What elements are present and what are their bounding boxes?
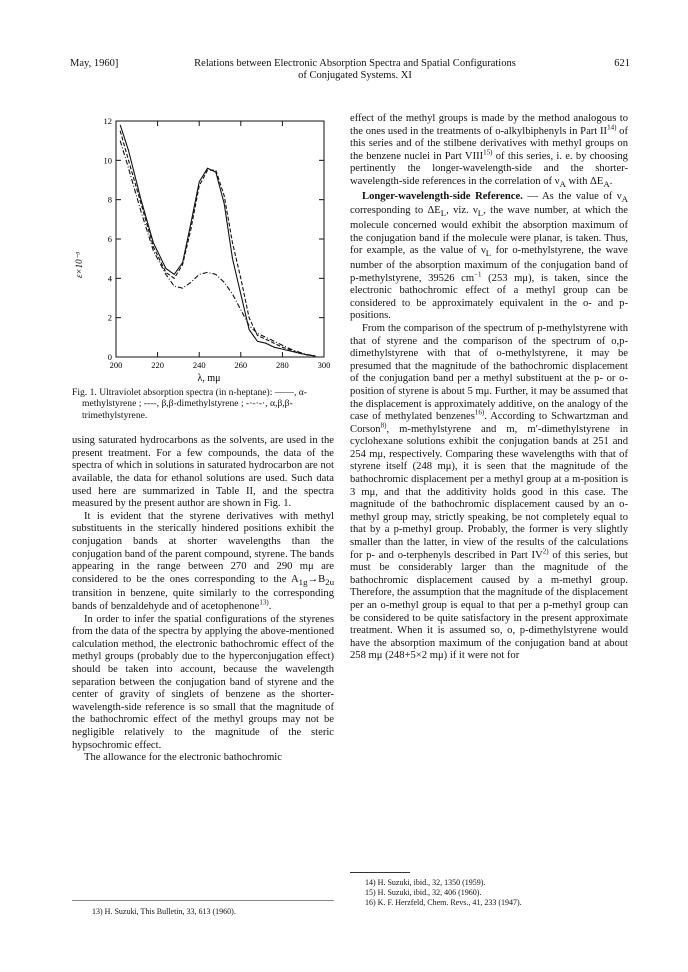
- citation: 2): [542, 547, 549, 556]
- citation: 15): [483, 148, 493, 157]
- paragraph: using saturated hydrocarbons as the solvents, are used in the present treatment. For a few compounds, the data of the spectra of which in solutions in saturated hydrocarbon are not available, the data for ethanol solutions are used. Such data used here are summarized in Table II, and the spectra measured by the present author are shown in Fig. 1.: [72, 435, 334, 510]
- citation: 14): [607, 123, 617, 132]
- section-heading: Longer-wavelength-side Reference.: [362, 190, 523, 202]
- figure-caption: Fig. 1. Ultraviolet absorption spectra (in n-heptane): ——, α-methylstyrene ; ----, β,β-dimethylstyrene ; -·-·-·, α,β,β-trimethylstyrene.: [72, 387, 307, 421]
- running-title: Relations between Electronic Absorption Spectra and Spatial Configurations of Conjugated Systems. XI: [194, 58, 516, 81]
- paragraph: It is evident that the styrene derivatives with methyl substituents in the sterically hindered positions exhibit the conjugation bands at shorter wavelengths than the conjugation band of the parent compound, styrene. The bands appearing in the range between 270 and 290 mμ are considered to be the ones corresponding to the $A_{1g}\to B_{2u}$ transition in benzene, quite similarly to the corresponding bands of benzaldehyde and of acetophenone$^{13)}$.: [72, 510, 334, 613]
- paragraph: From the comparison of the spectrum of p-methylstyrene with that of styrene and the comparison of the spectrum of o,p-dimethylstyrene with that of o-methylstyrene, it may be presumed that the magnitude of the bathochromic displacement of the conjugation band per a methyl substituent at the p- or o-position of styrene is about 5 mμ. Further, it may be assumed that the displacement is approximately additive, on the analogy of the case of methylated benzenes$^{16)}$. According to Schwartzman and Corson$^{8)}$, m-methylstyrene and m, m′-dimethylstyrene in cyclohexane solutions exhibit the conjugation bands at 251 and 254 mμ, respectively. Comparing these wavelengths with that of styrene itself (248 mμ), it is seen that the magnitude of the bathochromic displacement per a methyl group at a m-position is 3 mμ, and that the additivity holds good in this case. The magnitude of the bathochromic displacement caused by an o-methyl group may, strictly speaking, be not completely equal to that by a p-methyl group. Probably, the former is very slightly smaller than the latter, in view of the results of the calculations for p- and o-terphenyls described in Part IV$^{2)}$ of this series, but must be considerably larger than the magnitude of the bathochromic displacement caused by a m-methyl group. Therefore, the assumption that the magnitude of the displacement per an o-methyl group is equal to that per a p-methyl group can be considered to be quite satisfactory in the present approximate treatment. When it is assumed so, o, p-dimethylstyrene would have the absorption maximum of the conjugation band at about 258 mμ (248+5×2 mμ) if it were not for: [350, 322, 629, 662]
- paragraph: effect of the methyl groups is made by the method analogous to the ones used in the treatments of o-alkylbiphenyls in Part II$^{14)}$ of this series and of the stilbene derivatives with methyl groups on the benzene nuclei in Part VIII$^{15)}$ of this series, i. e. by choosing pertinently the longer-wavelength-side and the shorter-wavelength-side references in the correlation of $\nu_A$ with $\Delta E_A$.: [350, 113, 628, 190]
- y-tick-label: 6: [107, 234, 112, 244]
- figure-1: [72, 115, 334, 385]
- footnotes-left: [92, 907, 332, 916]
- y-axis-label: ε×10⁻³: [74, 251, 84, 279]
- y-tick-label: 12: [103, 116, 112, 126]
- left-column: [72, 115, 334, 765]
- uv-spectra-chart: [72, 115, 334, 385]
- x-tick-label: 280: [276, 360, 289, 370]
- footnote: 14) H. Suzuki, ibid., 32, 1350 (1959).: [365, 878, 486, 887]
- paragraph: In order to infer the spatial configurations of the styrenes from the data of the spectra by applying the above-mentioned calculation method, the electronic bathochromic effect of the methyl groups (probably due to the hyperconjugation effect) should be taken into account, because the wavelength separation between the conjugation band of styrene and the center of gravity of singlets of benzene as the shorter-wavelength-side reference is so small that the magnitude of the bathochromic effect of the methyl groups may not be negligible relatively to the magnitude of the steric hypsochromic effect.: [72, 613, 334, 751]
- x-tick-label: 240: [192, 360, 206, 370]
- citation: 13): [259, 598, 269, 607]
- series-line-2: [120, 131, 316, 356]
- plot-frame: [116, 121, 324, 357]
- y-tick-label: 8: [107, 194, 112, 205]
- paragraph: The allowance for the electronic bathochromic: [84, 752, 282, 764]
- footnote-rule: [72, 900, 334, 901]
- x-tick-label: 260: [234, 360, 248, 370]
- x-tick-label: 300: [317, 360, 331, 370]
- citation: 16): [474, 408, 485, 417]
- footnote-rule: [350, 872, 410, 873]
- page-number: 621: [614, 58, 630, 69]
- footnote: 16) K. F. Herzfeld, Chem. Revs., 41, 233 (1947).: [365, 898, 522, 907]
- citation: 8): [380, 421, 387, 430]
- right-column: [350, 113, 628, 663]
- paragraph: Longer-wavelength-side Reference. — As the value of $\nu_A$ corresponding to $\Delta E_L$, viz. $\nu_L$, the wave number, at which the molecule concerned would exhibit the absorption maximum of the conjugation band if the molecule were planar, is taken. Thus, for example, as the value of $\nu_L$ for o-methylstyrene, the wave number of the absorption maximum of the conjugation band of p-methylstyrene, 39526 $cm^{-1}$ (253 mμ), is taken, since the electronic bathochromic effect of a methyl group can be considered to be approximately equivalent in the o- and p-positions.: [350, 190, 628, 322]
- y-tick-label: 4: [107, 273, 112, 284]
- footnote: 13) H. Suzuki, This Bulletin, 33, 613 (1960).: [92, 907, 236, 916]
- footnote: 15) H. Suzuki, ibid., 32, 406 (1960).: [365, 888, 482, 897]
- x-axis-label: λ, mμ: [197, 373, 221, 384]
- series-line-1: [120, 125, 316, 356]
- y-tick-label: 0: [107, 352, 112, 362]
- issue-date: May, 1960]: [70, 58, 119, 69]
- x-tick-label: 220: [151, 360, 164, 370]
- series-line-3: [120, 141, 316, 356]
- footnotes-right: [365, 878, 625, 908]
- x-tick-label: 200: [109, 360, 123, 370]
- y-tick-label: 2: [107, 312, 112, 323]
- y-tick-label: 10: [103, 155, 112, 166]
